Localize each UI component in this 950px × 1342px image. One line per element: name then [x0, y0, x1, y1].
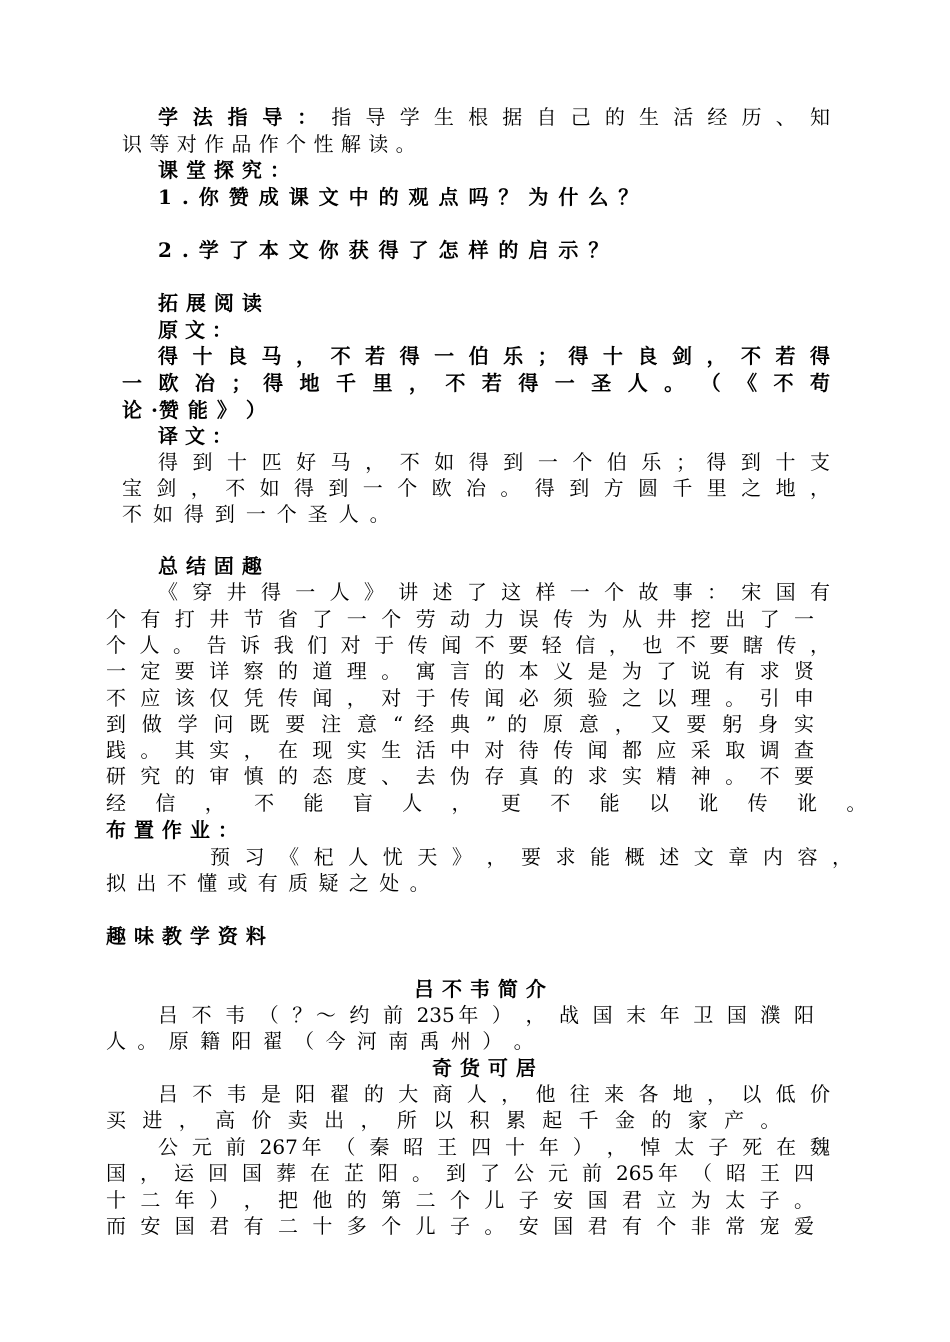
summary-line-6: 到 做 学 问 既 要 注 意 “ 经 典 ” 的 原 意 ， 又 要 躬 身 实 — [106, 712, 814, 736]
original-label: 原 文 ： — [158, 318, 232, 342]
summary-heading: 总 结 固 趣 — [158, 554, 263, 578]
study-guide-line-2: 识 等 对 作 品 作 个 性 解 读 。 — [122, 132, 417, 156]
translation-line-1: 得 到 十 匹 好 马 ， 不 如 得 到 一 个 伯 乐 ； 得 到 十 支 — [158, 450, 830, 474]
original-text-line-2: 一 欧 冶 ； 得 地 千 里 ， 不 若 得 一 圣 人 。 （ 《 不 苟 — [122, 371, 830, 395]
homework-heading: 布 置 作 业 ： — [106, 818, 239, 842]
lu-buwei-title: 吕 不 韦 简 介 — [414, 977, 547, 1001]
original-text-line-1: 得 十 良 马 ， 不 若 得 一 伯 乐 ； 得 十 良 剑 ， 不 若 得 — [158, 344, 830, 368]
study-guide-line-1 — [158, 105, 830, 129]
lu-buwei-para2-line-3: 十 二 年 ） ， 把 他 的 第 二 个 儿 子 安 国 君 立 为 太 子 。 — [106, 1188, 814, 1212]
summary-line-8: 研 究 的 审 慎 的 态 度 、 去 伪 存 真 的 求 实 精 神 。 不 要 — [106, 764, 814, 788]
summary-line-3: 个 人 。 告 诉 我 们 对 于 传 闻 不 要 轻 信 ， 也 不 要 瞎 传 ， — [106, 633, 830, 657]
lu-buwei-intro-line-2: 人 。 原 籍 阳 翟 （ 今 河 南 禹 州 ） 。 — [106, 1029, 537, 1053]
summary-line-4: 一 定 要 详 察 的 道 理 。 寓 言 的 本 义 是 为 了 说 有 求 贤 — [106, 659, 814, 683]
lu-buwei-intro-line-1: 吕 不 韦 （ ？～ 约 前 235年 ） ， 战 国 末 年 卫 国 濮 阳 — [158, 1003, 814, 1027]
lu-buwei-para1-line-2: 买 进 ， 高 价 卖 出 ， 所 以 积 累 起 千 金 的 家 产 。 — [106, 1108, 786, 1132]
lu-buwei-para2-line-1: 公 元 前 267年 （ 秦 昭 王 四 十 年 ） ， 悼 太 子 死 在 魏 — [158, 1135, 830, 1159]
extended-reading-heading: 拓 展 阅 读 — [158, 291, 263, 315]
lu-buwei-subtitle: 奇 货 可 居 — [432, 1056, 537, 1080]
summary-line-7: 践 。 其 实 ， 在 现 实 生 活 中 对 待 传 闻 都 应 采 取 调 查 — [106, 738, 814, 762]
summary-line-2: 个 有 打 井 节 省 了 一 个 劳 动 力 误 传 为 从 井 挖 出 了 一 — [106, 607, 814, 631]
lu-buwei-para2-line-2: 国 ， 运 回 国 葬 在 芷 阳 。 到 了 公 元 前 265年 （ 昭 王 四 — [106, 1161, 814, 1185]
lu-buwei-para1-line-1: 吕 不 韦 是 阳 翟 的 大 商 人 ， 他 往 来 各 地 ， 以 低 价 — [158, 1082, 830, 1106]
lu-buwei-para2-line-4: 而 安 国 君 有 二 十 多 个 儿 子 。 安 国 君 有 个 非 常 宠 爱 — [106, 1214, 814, 1238]
homework-line-2: 拟 出 不 懂 或 有 质 疑 之 处 。 — [106, 871, 432, 895]
translation-line-3: 不 如 得 到 一 个 圣 人 。 — [122, 502, 392, 526]
fun-materials-heading: 趣 味 教 学 资 料 — [106, 924, 267, 948]
summary-line-1: 《 穿 井 得 一 人 》 讲 述 了 这 样 一 个 故 事 ： 宋 国 有 — [158, 580, 830, 604]
original-text-line-3: 论 ·赞 能 》 ） — [122, 398, 267, 422]
summary-line-9: 经 信 ， 不 能 盲 人 ， 更 不 能 以 讹 传 讹 。 — [106, 791, 878, 815]
homework-line-1: 预 习 《 杞 人 忧 天 》 ， 要 求 能 概 述 文 章 内 容 ， — [210, 845, 852, 869]
translation-line-2: 宝 剑 ， 不 如 得 到 一 个 欧 冶 。 得 到 方 圆 千 里 之 地 ， — [122, 476, 830, 500]
study-guide-label: 学 法 指 导 ： — [158, 105, 322, 129]
translation-label: 译 文 ： — [158, 424, 232, 448]
summary-line-5: 不 应 该 仅 凭 传 闻 ， 对 于 传 闻 必 须 验 之 以 理 。 引 申 — [106, 686, 814, 710]
inquiry-heading: 课 堂 探 究 ： — [158, 158, 291, 182]
inquiry-question-1: 1 . 你 赞 成 课 文 中 的 观 点 吗 ？ 为 什 么 ？ — [158, 185, 640, 209]
inquiry-question-2: 2 . 学 了 本 文 你 获 得 了 怎 样 的 启 示 ？ — [158, 238, 610, 262]
study-guide-text: 指 导 学 生 根 据 自 己 的 生 活 经 历 、 知 — [321, 105, 830, 129]
